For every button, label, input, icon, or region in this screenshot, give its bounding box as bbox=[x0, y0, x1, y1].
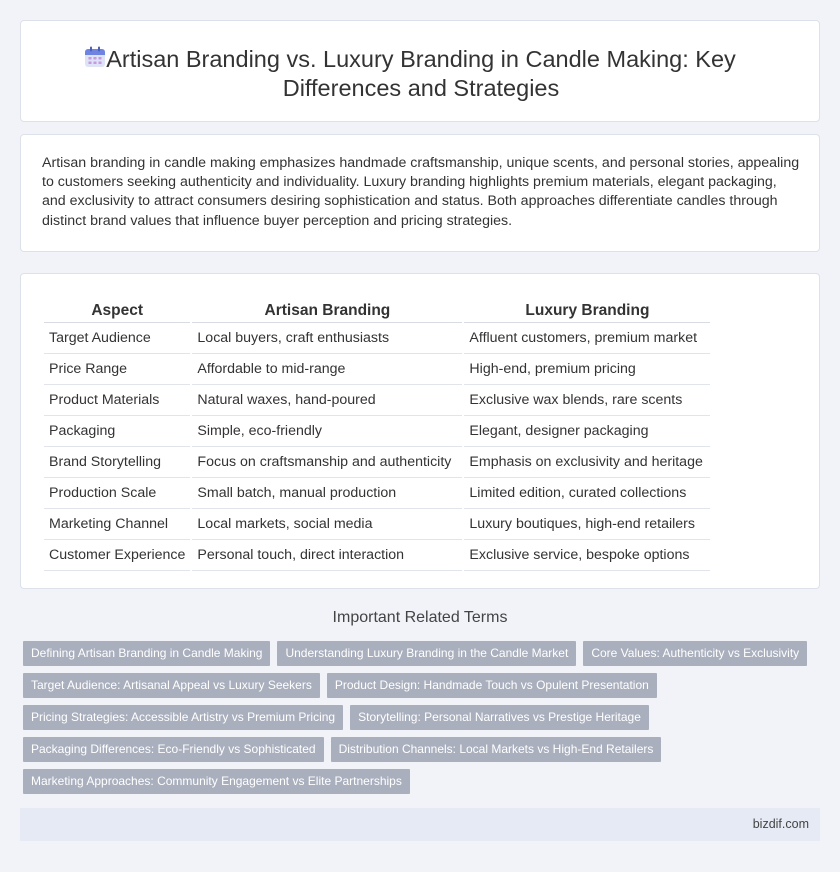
table-cell: Local markets, social media bbox=[192, 509, 462, 540]
table-cell: Luxury boutiques, high-end retailers bbox=[464, 509, 710, 540]
comparison-table-card bbox=[20, 273, 820, 589]
column-header: Artisan Branding bbox=[192, 293, 462, 323]
column-header: Luxury Branding bbox=[464, 293, 710, 323]
related-term-tag[interactable]: Pricing Strategies: Accessible Artistry vs Premium Pricing bbox=[23, 705, 343, 730]
table-cell: Emphasis on exclusivity and heritage bbox=[464, 447, 710, 478]
related-term-tag[interactable]: Core Values: Authenticity vs Exclusivity bbox=[583, 641, 807, 666]
table-cell: Small batch, manual production bbox=[192, 478, 462, 509]
table-row bbox=[44, 540, 710, 571]
related-term-tag[interactable]: Distribution Channels: Local Markets vs High-End Retailers bbox=[331, 737, 662, 762]
table-cell: Exclusive service, bespoke options bbox=[464, 540, 710, 571]
intro-card bbox=[20, 134, 820, 252]
related-term-tag[interactable]: Product Design: Handmade Touch vs Opulent Presentation bbox=[327, 673, 657, 698]
table-cell: Affordable to mid-range bbox=[192, 354, 462, 385]
related-term-tag[interactable]: Packaging Differences: Eco-Friendly vs Sophisticated bbox=[23, 737, 324, 762]
table-header-row bbox=[44, 293, 710, 323]
tag-row bbox=[23, 705, 823, 730]
related-term-tag[interactable]: Target Audience: Artisanal Appeal vs Luxury Seekers bbox=[23, 673, 320, 698]
tag-row bbox=[23, 673, 823, 698]
table-cell: Brand Storytelling bbox=[44, 447, 190, 478]
table-cell: Personal touch, direct interaction bbox=[192, 540, 462, 571]
comparison-table bbox=[42, 293, 712, 571]
table-row bbox=[44, 416, 710, 447]
table-row bbox=[44, 354, 710, 385]
table-cell: Product Materials bbox=[44, 385, 190, 416]
related-term-tag[interactable]: Defining Artisan Branding in Candle Making bbox=[23, 641, 270, 666]
table-cell: Focus on craftsmanship and authenticity bbox=[192, 447, 462, 478]
footer-brand-link[interactable]: bizdif.com bbox=[752, 817, 809, 831]
table-cell: High-end, premium pricing bbox=[464, 354, 710, 385]
table-cell: Affluent customers, premium market bbox=[464, 323, 710, 354]
column-header: Aspect bbox=[44, 293, 190, 323]
table-row bbox=[44, 323, 710, 354]
table-cell: Marketing Channel bbox=[44, 509, 190, 540]
related-term-tag[interactable]: Understanding Luxury Branding in the Candle Market bbox=[277, 641, 576, 666]
footer bbox=[20, 808, 820, 841]
table-cell: Target Audience bbox=[44, 323, 190, 354]
table-cell: Elegant, designer packaging bbox=[464, 416, 710, 447]
table-row bbox=[44, 509, 710, 540]
table-cell: Price Range bbox=[44, 354, 190, 385]
table-cell: Production Scale bbox=[44, 478, 190, 509]
table-cell: Customer Experience bbox=[44, 540, 190, 571]
table-row bbox=[44, 478, 710, 509]
related-term-tag[interactable]: Storytelling: Personal Narratives vs Prestige Heritage bbox=[350, 705, 649, 730]
tag-row bbox=[23, 641, 823, 666]
related-terms-list bbox=[23, 641, 823, 801]
table-cell: Limited edition, curated collections bbox=[464, 478, 710, 509]
table-cell: Packaging bbox=[44, 416, 190, 447]
table-cell: Natural waxes, hand-poured bbox=[192, 385, 462, 416]
tag-row bbox=[23, 769, 823, 794]
table-cell: Simple, eco-friendly bbox=[192, 416, 462, 447]
table-cell: Exclusive wax blends, rare scents bbox=[464, 385, 710, 416]
related-term-tag[interactable]: Marketing Approaches: Community Engagement vs Elite Partnerships bbox=[23, 769, 410, 794]
page-title: Artisan Branding vs. Luxury Branding in Candle Making: Key Differences and Strategies bbox=[106, 46, 736, 101]
intro-paragraph: Artisan branding in candle making emphasizes handmade craftsmanship, unique scents, and personal stories, appealing to customers seeking authenticity and individuality. Luxury branding highlights premium materials, elegant packaging, and exclusivity to attract consumers desiring sophistication and status. Both approaches differentiate candles through distinct brand values that influence buyer perception and pricing strategies. bbox=[42, 155, 800, 229]
header-card bbox=[20, 20, 820, 122]
table-cell: Local buyers, craft enthusiasts bbox=[192, 323, 462, 354]
related-terms-title: Important Related Terms bbox=[332, 609, 508, 626]
table-row bbox=[44, 447, 710, 478]
tag-row bbox=[23, 737, 823, 762]
table-row bbox=[44, 385, 710, 416]
